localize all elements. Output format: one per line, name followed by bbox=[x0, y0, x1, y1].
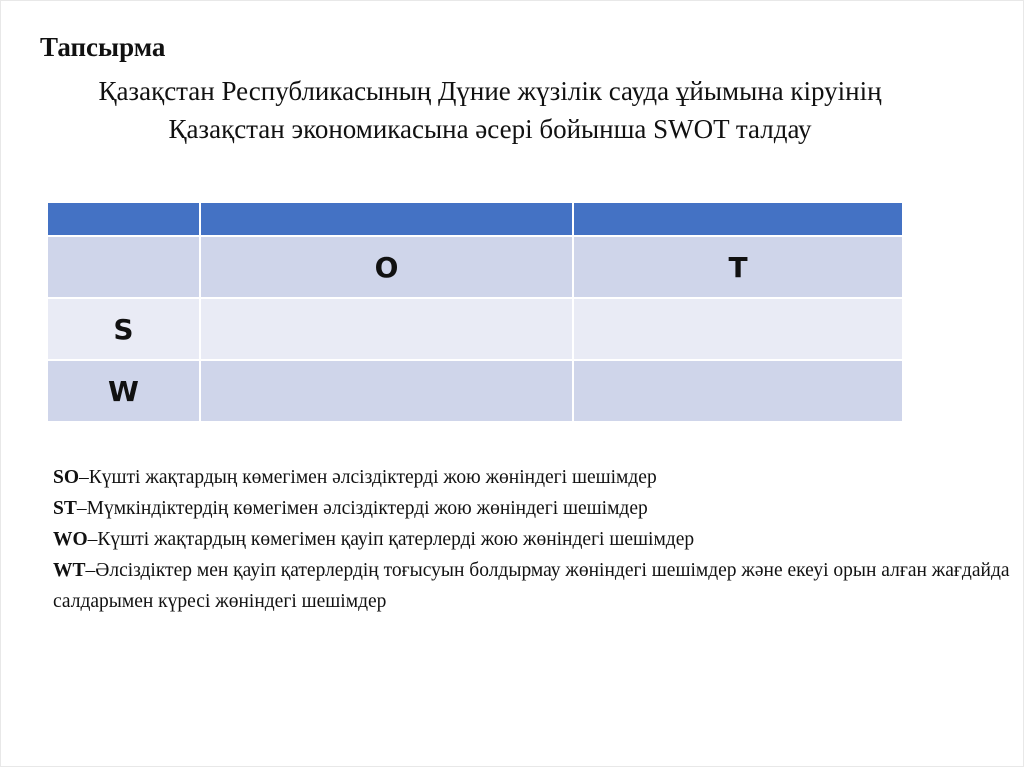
legend-code: ST bbox=[53, 498, 77, 519]
legend-item-wo bbox=[53, 524, 1013, 555]
table-row-weaknesses bbox=[47, 360, 903, 422]
legend-text: –Күшті жақтардың көмегімен әлсіздіктерді жою жөніндегі шешімдер bbox=[79, 467, 657, 488]
table-header-cell bbox=[573, 202, 903, 236]
cell-wo bbox=[200, 360, 573, 422]
column-heading-t: T bbox=[573, 236, 903, 298]
table-header-cell bbox=[47, 202, 200, 236]
cell-wt bbox=[573, 360, 903, 422]
swot-legend bbox=[53, 462, 1013, 617]
legend-text: –Мүмкіндіктердің көмегімен әлсіздіктерді жою жөніндегі шешімдер bbox=[76, 498, 648, 519]
legend-item-st bbox=[53, 493, 1013, 524]
table-row-strengths bbox=[47, 298, 903, 360]
legend-item-wt bbox=[53, 555, 1013, 617]
legend-text: –Күшті жақтардың көмегімен қауіп қатерлерді жою жөніндегі шешімдер bbox=[87, 529, 695, 550]
legend-item-so bbox=[53, 462, 1013, 493]
table-row-opportunities-threats bbox=[47, 236, 903, 298]
legend-code: WT bbox=[53, 560, 86, 581]
legend-text: –Әлсіздіктер мен қауіп қатерлердің тоғысуын болдырмау жөніндегі шешімдер және екеуі орын алған жағдайда салдарымен күресі жөніндегі шешімдер bbox=[53, 560, 1010, 612]
legend-code: WO bbox=[53, 529, 88, 550]
cell-st bbox=[573, 298, 903, 360]
task-label: Тапсырма bbox=[40, 32, 166, 62]
table-header-cell bbox=[200, 202, 573, 236]
row-label-s: S bbox=[47, 298, 200, 360]
table-header-row bbox=[47, 202, 903, 236]
cell-so bbox=[200, 298, 573, 360]
row-label-w: W bbox=[47, 360, 200, 422]
column-heading-o: O bbox=[200, 236, 573, 298]
swot-table bbox=[46, 201, 904, 423]
legend-code: SO bbox=[53, 467, 80, 488]
row-label-cell bbox=[47, 236, 200, 298]
task-heading: Қазақстан Республикасының Дүние жүзілік сауда ұйымына кіруінің Қазақстан экономикасына әсері бойынша SWOT талдау bbox=[98, 76, 882, 144]
